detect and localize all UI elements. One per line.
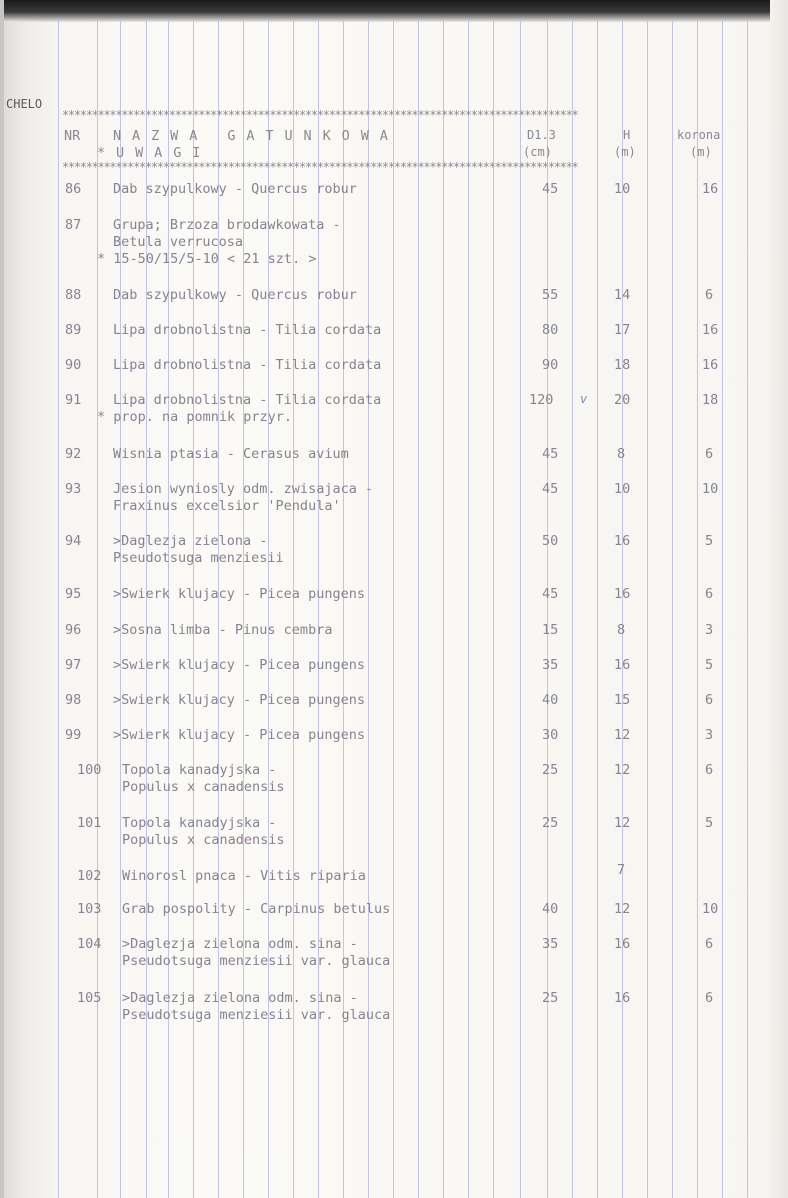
diameter-value: 35 — [542, 657, 559, 673]
crown-value: 16 — [702, 181, 719, 197]
ruled-line — [393, 20, 394, 1198]
ruled-line — [597, 20, 598, 1198]
ruled-line — [58, 20, 59, 1198]
crown-value: 6 — [705, 586, 714, 602]
ruled-line — [672, 20, 673, 1198]
crown-value: 3 — [705, 727, 714, 743]
height-value: 15 — [614, 692, 631, 708]
species-name: Wisnia ptasia - Cerasus avium — [113, 446, 349, 462]
crown-value: 6 — [705, 990, 714, 1006]
col-notes-header: * U W A G I — [97, 145, 202, 161]
ruled-line — [722, 20, 723, 1198]
height-value: 12 — [614, 901, 631, 917]
height-value: 10 — [614, 481, 631, 497]
col-h-unit: (m) — [614, 145, 636, 159]
species-latin-name: Fraxinus excelsior 'Pendula' — [113, 498, 341, 514]
row-number: 105 — [77, 990, 102, 1006]
species-name: >Sosna limba - Pinus cembra — [113, 622, 333, 638]
height-value: 18 — [614, 357, 631, 373]
species-latin-name: Populus x canadensis — [122, 832, 285, 848]
species-name: Topola kanadyjska - — [122, 762, 277, 778]
crown-value: 6 — [705, 762, 714, 778]
crown-value: 18 — [702, 392, 719, 408]
species-name: Grupa; Brzoza brodawkowata - — [113, 217, 341, 233]
diameter-value: 35 — [542, 936, 559, 952]
row-number: 91 — [65, 392, 82, 408]
diameter-value: 30 — [542, 727, 559, 743]
species-name: >Daglezja zielona odm. sina - — [122, 936, 358, 952]
crown-value: 6 — [705, 936, 714, 952]
height-value: 16 — [614, 990, 631, 1006]
height-value: 14 — [614, 287, 631, 303]
diameter-value: 15 — [542, 622, 559, 638]
col-name-header: N A Z W A G A T U N K O W A — [113, 128, 390, 144]
crown-value: 3 — [705, 622, 714, 638]
height-value: 16 — [614, 657, 631, 673]
species-latin-name: Populus x canadensis — [122, 779, 285, 795]
species-name: Dab szypulkowy - Quercus robur — [113, 287, 357, 303]
species-name: >Swierk klujacy - Picea pungens — [113, 727, 365, 743]
col-d13-unit: (cm) — [523, 145, 552, 159]
species-name: Jesion wyniosly odm. zwisajaca - — [113, 481, 374, 497]
row-number: 104 — [77, 936, 102, 952]
row-number: 98 — [65, 692, 82, 708]
height-value: 12 — [614, 815, 631, 831]
diameter-value: 90 — [542, 357, 559, 373]
diameter-value: 80 — [542, 322, 559, 338]
ruled-line — [572, 20, 573, 1198]
crown-value: 16 — [702, 322, 719, 338]
height-value: 8 — [617, 622, 626, 638]
diameter-value: 40 — [542, 692, 559, 708]
page-binding-edge — [770, 0, 788, 1198]
species-name: >Swierk klujacy - Picea pungens — [113, 586, 365, 602]
height-value: 16 — [614, 586, 631, 602]
row-number: 90 — [65, 357, 82, 373]
ruled-line — [697, 20, 698, 1198]
species-name: Dab szypulkowy - Quercus robur — [113, 181, 357, 197]
col-nr-header: NR — [64, 128, 81, 144]
species-name: Topola kanadyjska - — [122, 815, 277, 831]
ruled-line — [647, 20, 648, 1198]
height-value: 10 — [614, 181, 631, 197]
row-number: 94 — [65, 533, 82, 549]
ruled-line — [97, 20, 98, 1198]
diameter-value: 45 — [542, 446, 559, 462]
col-crown-header: korona — [677, 128, 721, 142]
row-number: 101 — [77, 815, 102, 831]
ruled-line — [493, 20, 494, 1198]
ruled-line — [520, 20, 521, 1198]
species-name: >Swierk klujacy - Picea pungens — [113, 657, 365, 673]
height-value: 16 — [614, 533, 631, 549]
species-name: >Daglezja zielona odm. sina - — [122, 990, 358, 1006]
height-value: 12 — [614, 727, 631, 743]
species-latin-name: Pseudotsuga menziesii var. glauca — [122, 953, 391, 969]
row-number: 88 — [65, 287, 82, 303]
height-value: 16 — [614, 936, 631, 952]
species-latin-name: Pseudotsuga menziesii — [113, 550, 284, 566]
diameter-value: 25 — [542, 990, 559, 1006]
crown-value: 6 — [705, 692, 714, 708]
row-number: 95 — [65, 586, 82, 602]
crown-value: 10 — [702, 901, 719, 917]
col-crown-unit: (m) — [690, 145, 712, 159]
crown-value: 6 — [705, 446, 714, 462]
height-value: 12 — [614, 762, 631, 778]
species-name: Lipa drobnolistna - Tilia cordata — [113, 322, 382, 338]
diameter-value: 55 — [542, 287, 559, 303]
species-name: Lipa drobnolistna - Tilia cordata — [113, 357, 382, 373]
ruled-line — [747, 20, 748, 1198]
species-name: >Daglezja zielona - — [113, 533, 268, 549]
ruled-line — [468, 20, 469, 1198]
row-number: 92 — [65, 446, 82, 462]
height-value: 7 — [617, 862, 626, 878]
diameter-value: 45 — [542, 586, 559, 602]
row-number: 96 — [65, 622, 82, 638]
margin-label: CHELO — [6, 97, 43, 111]
diameter-value: 40 — [542, 901, 559, 917]
diameter-value: 50 — [542, 533, 559, 549]
row-number: 102 — [77, 868, 102, 884]
row-number: 99 — [65, 727, 82, 743]
crown-value: 5 — [705, 657, 714, 673]
species-name: Winorosl pnaca - Vitis riparia — [122, 868, 366, 884]
row-number: 100 — [77, 762, 102, 778]
crown-value: 5 — [705, 533, 714, 549]
species-latin-name: Betula verrucosa — [113, 234, 244, 250]
row-number: 89 — [65, 322, 82, 338]
ruled-line — [443, 20, 444, 1198]
row-number: 97 — [65, 657, 82, 673]
scan-top-edge — [0, 0, 788, 22]
row-number: 87 — [65, 217, 82, 233]
star-rule-top: *************************************************************************************** — [62, 109, 578, 121]
height-value: 17 — [614, 322, 631, 338]
row-number: 86 — [65, 181, 82, 197]
diameter-value: 120 — [529, 392, 554, 408]
species-name: >Swierk klujacy - Picea pungens — [113, 692, 365, 708]
diameter-value: 45 — [542, 481, 559, 497]
diameter-value: 25 — [542, 762, 559, 778]
scan-left-edge — [0, 0, 4, 1198]
col-h-header: H — [623, 128, 631, 142]
crown-value: 5 — [705, 815, 714, 831]
diameter-value: 25 — [542, 815, 559, 831]
check-mark: v — [580, 392, 588, 406]
row-number: 103 — [77, 901, 102, 917]
ruled-line — [418, 20, 419, 1198]
col-d13-header: D1.3 — [527, 128, 556, 142]
row-note: * 15-50/15/5-10 < 21 szt. > — [97, 251, 317, 267]
species-latin-name: Pseudotsuga menziesii var. glauca — [122, 1007, 391, 1023]
crown-value: 16 — [702, 357, 719, 373]
crown-value: 10 — [702, 481, 719, 497]
crown-value: 6 — [705, 287, 714, 303]
diameter-value: 45 — [542, 181, 559, 197]
row-note: * prop. na pomnik przyr. — [97, 409, 293, 425]
species-name: Grab pospolity - Carpinus betulus — [122, 901, 391, 917]
height-value: 20 — [614, 392, 631, 408]
star-rule-mid: *************************************************************************************** — [62, 161, 578, 173]
species-name: Lipa drobnolistna - Tilia cordata — [113, 392, 382, 408]
height-value: 8 — [617, 446, 626, 462]
row-number: 93 — [65, 481, 82, 497]
